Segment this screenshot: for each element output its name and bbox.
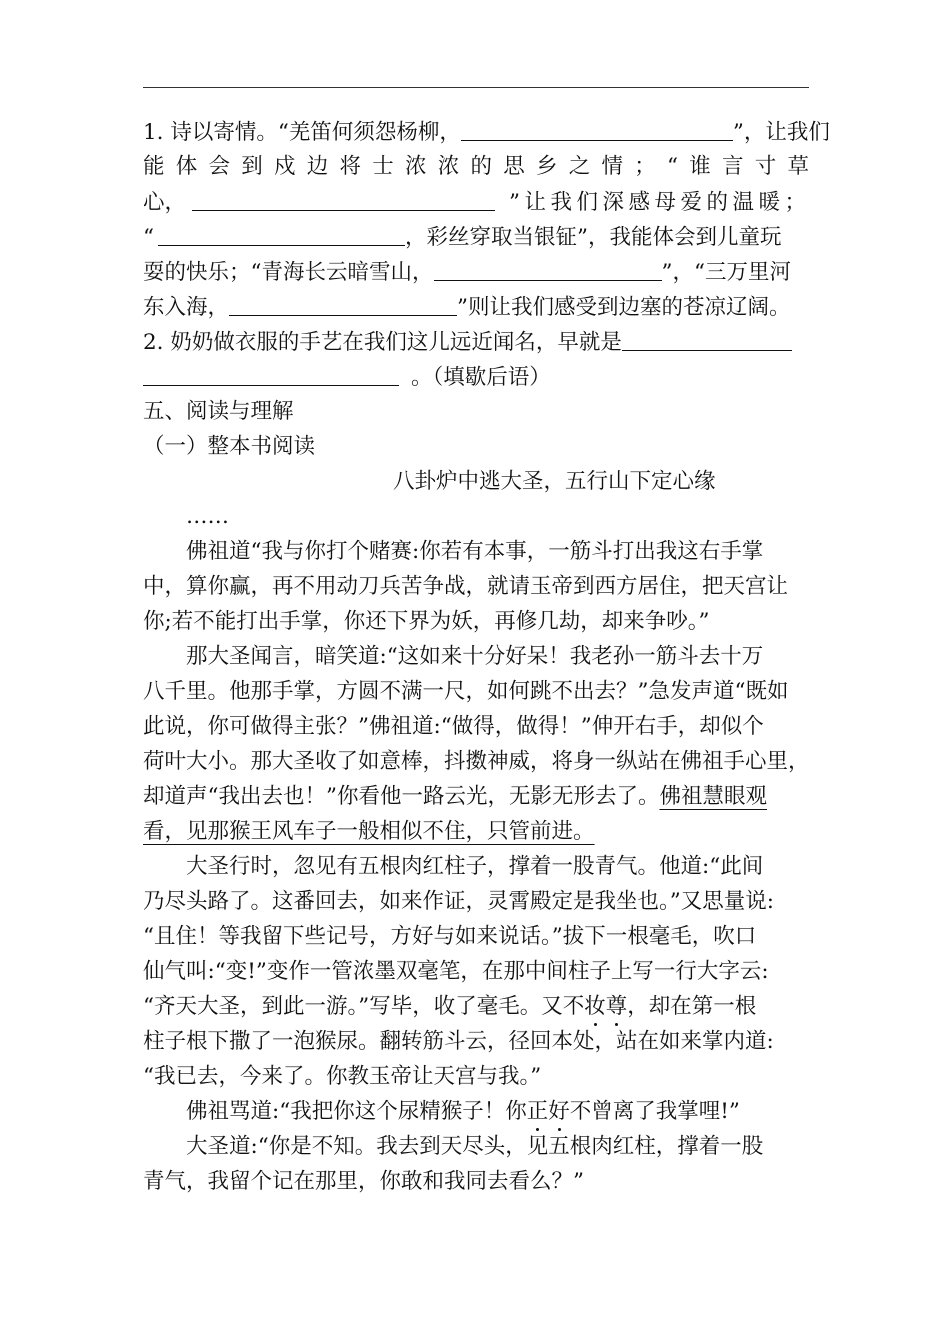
underlined-sentence: 佛祖慧眼观 (659, 784, 768, 809)
passage-line: 仙气叫:“变!”变作一管浓墨双毫笔，在那中间柱子上写一行大字云: (143, 959, 769, 984)
q1-text: 东入海， (143, 295, 230, 320)
passage-text: 又不 (541, 994, 585, 1019)
passage-line: 此说，你可做得主张？”佛祖道:“做得，做得！”伸开右手，却似个 (143, 714, 764, 739)
q1-char: 会 (208, 154, 231, 179)
q2-text: 。（填歇后语） (411, 365, 551, 390)
q1-line-6 (143, 293, 809, 322)
q1-char: 思 (503, 154, 525, 179)
q1-char: 浓 (437, 154, 460, 179)
passage-line: “且住！等我留下些记号，方好与如来说话。”拔下一根毫毛，吹口 (143, 924, 757, 949)
q1-char: 言 (721, 154, 744, 179)
q1-char: 浓 (405, 154, 427, 179)
q1-char: 到 (241, 154, 263, 179)
ellipsis: …… (186, 504, 229, 529)
q1-char: 戍 (274, 154, 296, 179)
q1-line-5 (143, 258, 809, 287)
q1-line-3 (143, 188, 809, 217)
q1-char: “ (667, 154, 678, 179)
q2-text: 2. 奶奶做衣服的手艺在我们这儿远近闻名，早就是 (143, 330, 622, 355)
q1-char: 情 (601, 154, 624, 179)
q1-char: 体 (175, 154, 198, 179)
q1-char: ； (634, 154, 656, 179)
q1-char: 士 (372, 154, 394, 179)
q1-text: ”让我们深感母爱的温暖； (509, 190, 811, 215)
passage-line: 你;若不能打出手掌，你还下界为妖，再修几劫，却来争吵。” (143, 609, 710, 634)
q1-text: 心， (143, 190, 187, 215)
q1-text: ，彩丝穿取当银钲”，我能体会到儿童玩 (405, 225, 782, 250)
q1-line-4 (143, 223, 809, 252)
passage-text: ，却在第一根 (627, 994, 757, 1019)
q1-char: 乡 (536, 154, 558, 179)
q1-char: 将 (339, 154, 362, 179)
q1-text: ”则让我们感受到边塞的苍凉辽阔。 (457, 295, 791, 320)
q2-line-2 (143, 363, 809, 392)
emphasis-char: 好 (548, 1099, 570, 1124)
blank-5[interactable] (229, 293, 457, 316)
passage-line (143, 783, 809, 811)
q1-text: 耍的快乐；“青海长云暗雪山， (143, 260, 434, 285)
passage-text: 却道声“我出去也！”你看他一路云光，无影无形去了。 (143, 784, 660, 809)
passage-line: 八千里。他那手掌，方圆不满一尺，如何跳不出去？”急发声道“既如 (143, 679, 789, 704)
passage-line: 青气，我留个记在那里，你敢和我同去看么？” (143, 1169, 584, 1194)
blank-1[interactable] (461, 118, 733, 141)
passage-line: 荷叶大小。那大圣收了如意棒，抖擞神威，将身一纵站在佛祖手心里， (143, 749, 810, 774)
passage-line: 佛祖道“我与你打个赌赛:你若有本事，一筋斗打出我这右手掌 (186, 539, 764, 564)
passage-line: 柱子根下撒了一泡猴尿。翻转筋斗云，径回本处，站在如来掌内道: (143, 1029, 774, 1054)
section-heading: 五、阅读与理解 (143, 399, 294, 424)
q1-char: 之 (568, 154, 591, 179)
passage-text: 佛祖骂道:“我把你这个尿精猴子！你 (186, 1099, 527, 1124)
passage-line (143, 993, 809, 1021)
passage-line: 大圣行时，忽见有五根肉红柱子，撑着一股青气。他道:“此间 (186, 854, 764, 879)
passage-text: “齐天大圣，到此一游。”写毕，收了毫毛。 (143, 994, 542, 1019)
blank-6[interactable] (622, 328, 792, 351)
header-rule (143, 87, 809, 88)
passage-line: 中，算你赢，再不用动刀兵苦争战，就请玉帝到西方居住，把天宫让 (143, 574, 789, 599)
passage-title: 八卦炉中逃大圣，五行山下定心缘 (393, 469, 716, 494)
passage-line (143, 1098, 809, 1126)
blank-4[interactable] (434, 258, 662, 281)
passage-line: 大圣道:“你是不知。我去到天尽头，见五根肉红柱，撑着一股 (186, 1134, 764, 1159)
q1-char: 边 (306, 154, 329, 179)
q1-char: 谁 (689, 154, 711, 179)
subsection-heading: （一）整本书阅读 (143, 434, 316, 459)
q1-line-2 (143, 153, 809, 181)
passage-line (143, 818, 809, 846)
q1-text: “ (143, 225, 154, 250)
q1-char: 草 (787, 154, 809, 179)
blank-2[interactable] (192, 188, 495, 211)
q1-text: ”，让我们 (732, 120, 830, 145)
q1-text: 1. 诗以寄情。“羌笛何须怨杨柳， (143, 120, 461, 145)
q1-line-1 (143, 118, 830, 147)
passage-line: 乃尽头路了。这番回去，如来作证，灵霄殿定是我坐也。”又思量说: (143, 889, 774, 914)
q1-text: ”，“三万里河 (661, 260, 791, 285)
underlined-sentence: 看，见那猴王风车子一般相似不住，只管前进。 (143, 819, 595, 844)
blank-7[interactable] (143, 363, 399, 386)
emphasis-char: 妆 (584, 994, 606, 1019)
q1-char: 寸 (754, 154, 777, 179)
passage-line: 那大圣闻言，暗笑道:“这如来十分好呆！我老孙一筋斗去十万 (186, 644, 764, 669)
q2-line-1 (143, 328, 809, 357)
q1-char: 的 (470, 154, 493, 179)
passage-text: 不曾离了我掌哩!” (569, 1099, 740, 1124)
q1-char: 能 (143, 154, 165, 179)
emphasis-char: 正 (526, 1099, 549, 1124)
emphasis-char: 尊 (605, 994, 628, 1019)
passage-line: “我已去，今来了。你教玉帝让天宫与我。” (143, 1064, 542, 1089)
blank-3[interactable] (158, 223, 405, 246)
